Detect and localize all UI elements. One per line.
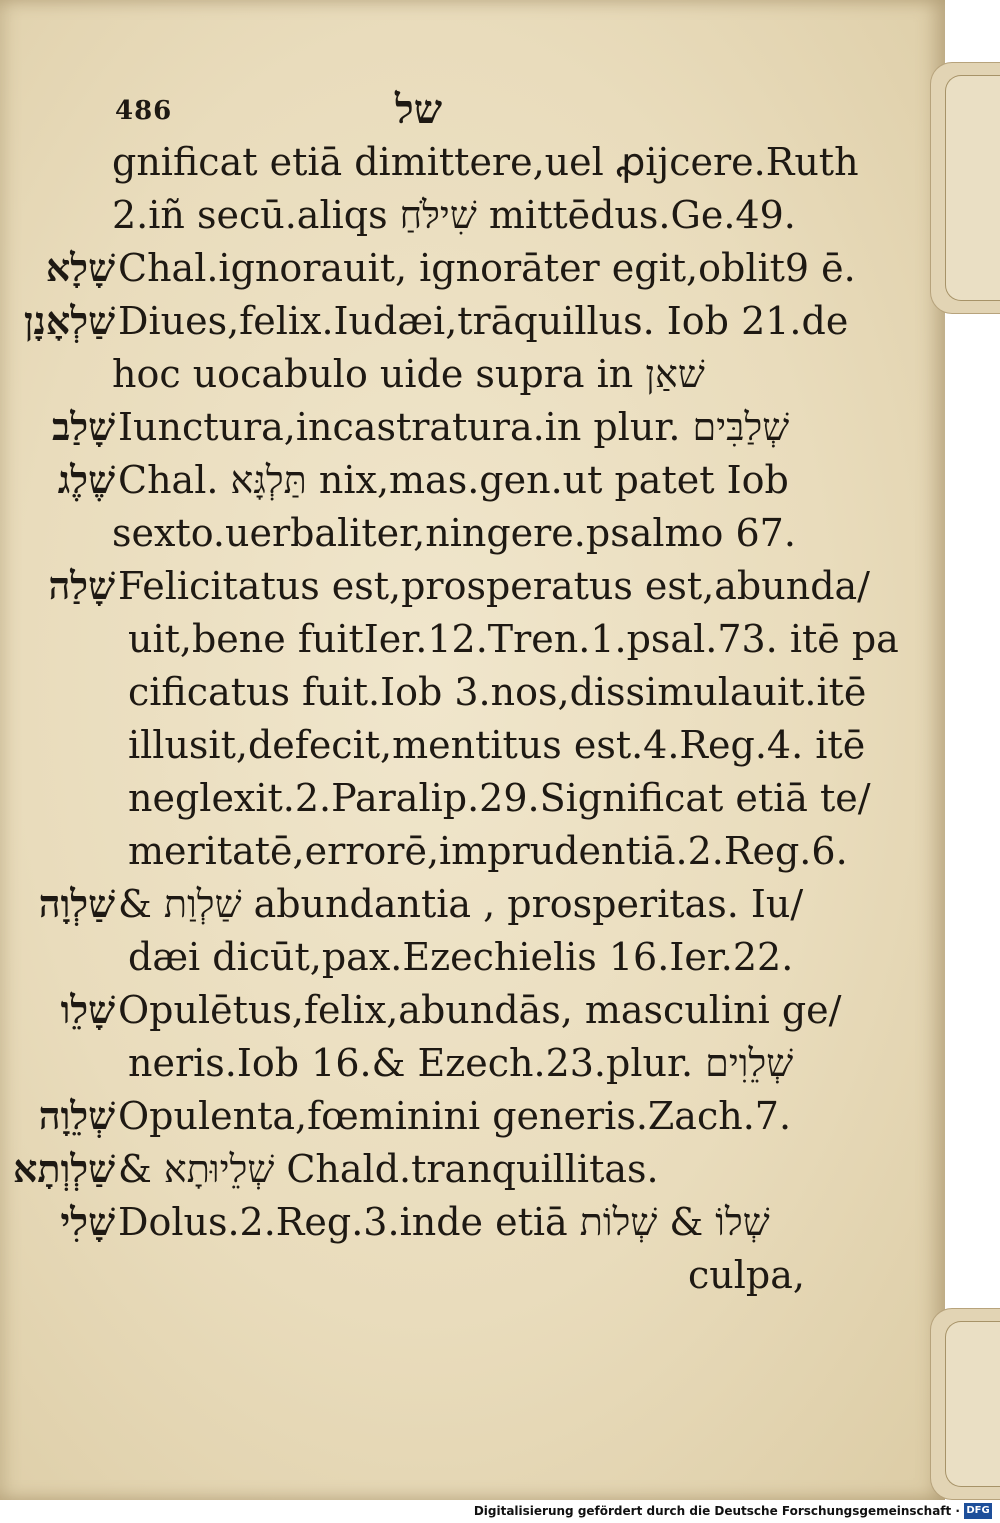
page-header [0,86,945,136]
line-text: Iunctura,incastratura.in plur. שְׁלַבִּים [118,405,790,449]
headword: שַׁלְוָה [38,881,115,926]
line-text: neris.Iob 16.& Ezech.23.plur. שְׁלֵוִים [128,1041,794,1085]
headword: שָׁלָא [45,245,115,290]
text-line [0,717,945,773]
text-line [0,1141,945,1197]
text-line [0,399,945,455]
line-text: culpa, [688,1253,805,1297]
headword: שֶׁלֶג [57,457,115,502]
line-text: dæi dicūt,pax.Ezechielis 16.Ier.22. [128,935,794,979]
text-line [0,929,945,985]
running-head: של [395,86,443,133]
line-text: Opulenta,fœminini generis.Zach.7. [118,1094,792,1138]
headword: שָׁלֵו [60,987,115,1032]
text-line [0,558,945,614]
text-line [0,1194,945,1250]
funding-credit: Digitalisierung gefördert durch die Deutsche Forschungsgemeinschaft · [473,1504,960,1518]
headword: שַׁלְאָנָן [23,298,115,343]
line-text: Chal. תַּלְגָּא nix,mas.gen.ut patet Iob [118,458,789,502]
footer [0,1500,1000,1523]
headword: שָׁלַה [48,563,115,608]
headword: שָׁלִי [60,1199,115,1244]
line-text: cificatus fuit.Iob 3.nos,dissimulauit.itē [128,670,867,714]
line-text: Chal.ignorauit, ignorāter egit,oblit9 ē. [118,246,856,290]
headword: שָׁלַב [52,404,115,449]
text-line [0,240,945,296]
text-line [0,823,945,879]
text-line [0,876,945,932]
line-text: Diues,felix.Iudæi,trāquillus. Iob 21.de [118,299,849,343]
text-line [0,505,945,561]
line-text: neglexit.2.Paralip.29.Significat etiā te/ [128,776,871,820]
line-text: Dolus.2.Reg.3.inde etiā שְׁלוֹ & שְׁלוֹת [118,1200,770,1244]
text-line [0,1035,945,1091]
text-line [0,346,945,402]
text-line [0,1247,945,1303]
text-line [0,1088,945,1144]
text-line [0,611,945,667]
line-text: 2.iñ secū.aliqs שִׁילֹּחַ mittēdus.Ge.49. [112,193,796,237]
line-text: illusit,defecit,mentitus est.4.Reg.4. itē [128,723,866,767]
dfg-logo: DFG [964,1503,992,1519]
line-text: & שַׁלְוַת abundantia , prosperitas. Iu/ [118,882,804,926]
text-line [0,664,945,720]
headword: שַׁלְוְתָא [13,1146,115,1191]
text-line [0,293,945,349]
line-text: meritatē,errorē,imprudentiā.2.Reg.6. [128,829,848,873]
text-line [0,982,945,1038]
line-text: gnificat etiā dimittere,uel ꝓijcere.Ruth [112,140,859,184]
line-text: sexto.uerbaliter,ningere.psalmo 67. [112,511,796,555]
text-line [0,770,945,826]
page-number: 486 [115,96,173,126]
line-text: & שְׁלֵיוּתָא Chald.tranquillitas. [118,1147,659,1191]
page-clip-bottom [930,1308,1000,1500]
line-text: uit,bene fuitIer.12.Tren.1.psal.73. itē pa [128,617,899,661]
text-line [0,134,945,190]
text-line [0,452,945,508]
line-text: hoc uocabulo uide supra in שׁאַן [112,352,705,396]
line-text: Felicitatus est,prosperatus est,abunda/ [118,564,870,608]
line-text: Opulētus,felix,abundās, masculini ge/ [118,988,842,1032]
text-line [0,187,945,243]
headword: שְׁלֵוָה [38,1093,115,1138]
